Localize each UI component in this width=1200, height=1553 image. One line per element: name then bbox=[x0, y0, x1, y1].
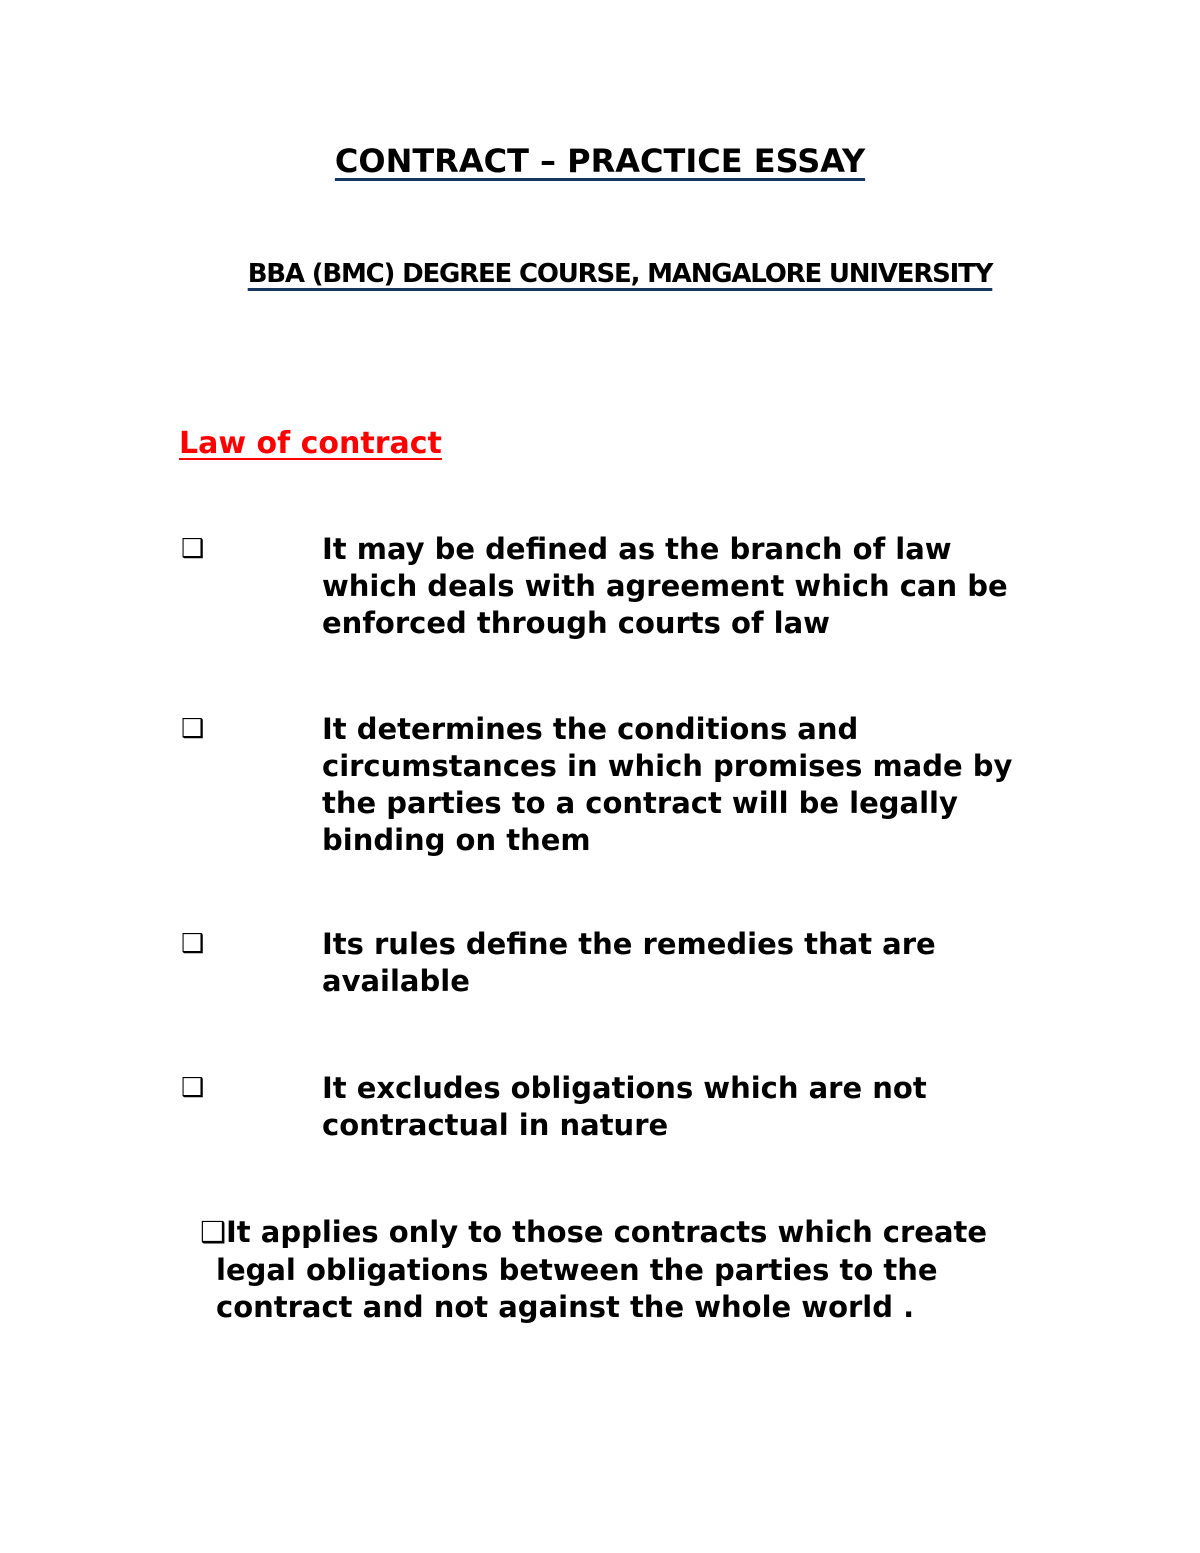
checkbox-bullet-icon: ❑ bbox=[181, 714, 205, 744]
list-item-text: Its rules define the remedies that are available bbox=[322, 927, 936, 998]
checkbox-bullet-icon: ❑ bbox=[181, 929, 205, 959]
page-subtitle-text: BBA (BMC) DEGREE COURSE, MANGALORE UNIVERSITY bbox=[247, 259, 993, 289]
checkbox-bullet-icon: ❑ bbox=[181, 1073, 205, 1103]
list-item-text-body: It applies only to those contracts which create legal obligations between the parties to the contract and not against the whole world . bbox=[216, 1215, 988, 1324]
checkbox-bullet-icon: ❑ bbox=[200, 1215, 226, 1249]
list-item-text: It determines the conditions and circumstances in which promises made by the parties to a contract will be legally binding on them bbox=[322, 712, 1013, 857]
list-item-text: It may be defined as the branch of law which deals with agreement which can be enforced through courts of law bbox=[322, 532, 1008, 640]
list-item-text bbox=[170, 1214, 1030, 1327]
page-subtitle bbox=[0, 256, 1200, 292]
list-item bbox=[170, 1214, 1030, 1327]
section-heading: Law of contract bbox=[179, 426, 442, 461]
checkbox-bullet-icon: ❑ bbox=[181, 534, 205, 564]
page-title-text: CONTRACT – PRACTICE ESSAY bbox=[334, 142, 866, 180]
page-title bbox=[0, 140, 1200, 182]
list-item-text: It excludes obligations which are not contractual in nature bbox=[322, 1071, 927, 1142]
